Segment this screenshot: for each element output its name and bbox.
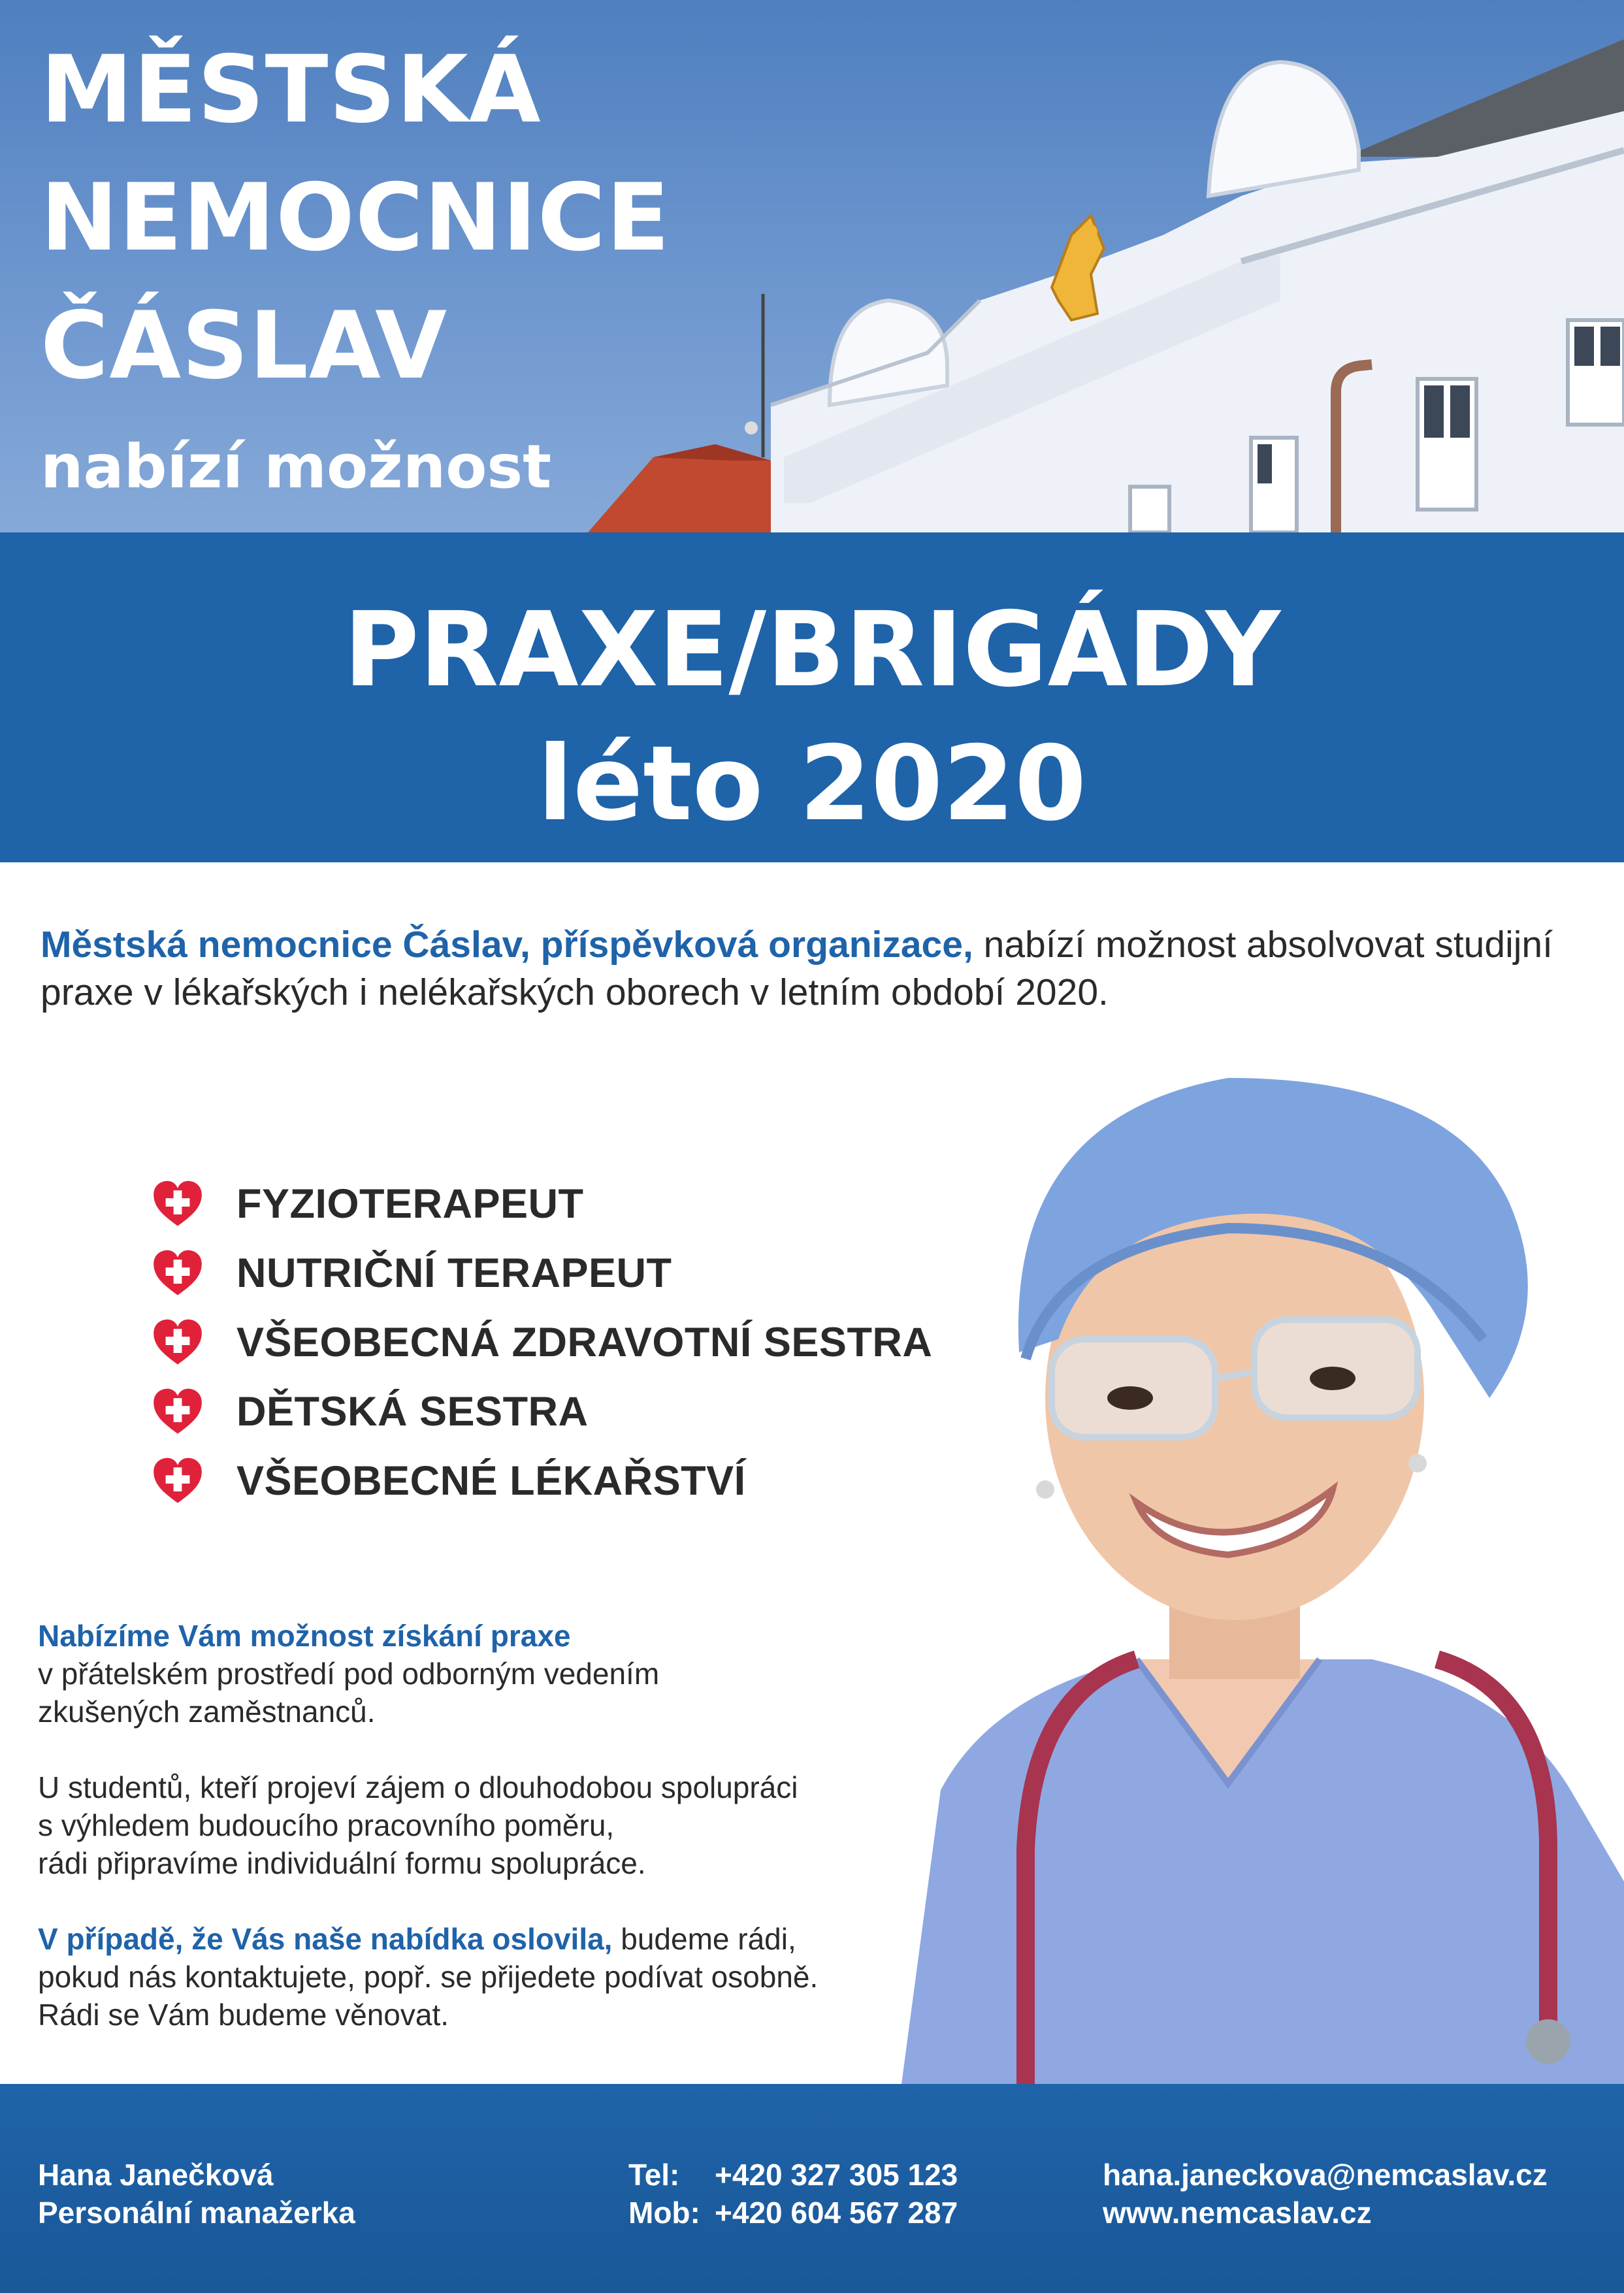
offer-line: U studentů, kteří projeví zájem o dlouhodobou spolupráci xyxy=(38,1770,798,1804)
contact-person xyxy=(38,2156,355,2232)
list-item xyxy=(152,1308,932,1377)
field-label: VŠEOBECNÁ ZDRAVOTNÍ SESTRA xyxy=(236,1320,933,1365)
heart-cross-icon xyxy=(152,1178,204,1230)
fields-list xyxy=(152,1169,932,1516)
offer-line: v přátelském prostředí pod odborným vedením xyxy=(38,1657,660,1691)
mob-number[interactable]: +420 604 567 287 xyxy=(715,2196,958,2230)
offer-highlight: Nabízíme Vám možnost získání praxe xyxy=(38,1619,571,1653)
mob-label: Mob: xyxy=(628,2196,700,2230)
offer-line: pokud nás kontaktujete, popř. se přijedete podívat osobně. xyxy=(38,1960,819,1994)
heart-cross-icon xyxy=(152,1247,204,1299)
intro-highlight: Městská nemocnice Čáslav, příspěvková organizace, xyxy=(41,924,973,966)
field-label: DĚTSKÁ SESTRA xyxy=(236,1389,589,1435)
website-link[interactable]: www.nemcaslav.cz xyxy=(1103,2196,1372,2230)
offer-paragraph-1 xyxy=(38,1617,966,1731)
contact-name: Hana Janečková xyxy=(38,2158,274,2192)
list-item xyxy=(152,1169,932,1239)
contact-role: Personální manažerka xyxy=(38,2196,355,2230)
offer-highlight: V případě, že Vás naše nabídka oslovila, xyxy=(38,1922,613,1956)
list-item xyxy=(152,1446,932,1516)
offer-line: zkušených zaměstnanců. xyxy=(38,1695,376,1729)
offer-line: Rádi se Vám budeme věnovat. xyxy=(38,1998,449,2032)
phone-row xyxy=(628,2156,958,2194)
list-item xyxy=(152,1377,932,1446)
header xyxy=(0,0,1624,532)
field-label: NUTRIČNÍ TERAPEUT xyxy=(236,1250,672,1296)
email-link[interactable]: hana.janeckova@nemcaslav.cz xyxy=(1103,2158,1548,2192)
list-item xyxy=(152,1239,932,1308)
headline-band xyxy=(0,532,1624,862)
mobile-row xyxy=(628,2194,958,2232)
heart-cross-icon xyxy=(152,1386,204,1438)
offer-line: rádi připravíme individuální formu spolupráce. xyxy=(38,1846,646,1880)
contact-footer xyxy=(0,2084,1624,2293)
headline-title: PRAXE/BRIGÁDY xyxy=(343,590,1281,710)
headline-subtitle: léto 2020 xyxy=(537,724,1087,844)
title-line-3: ČÁSLAV xyxy=(41,292,448,400)
header-subtitle: nabízí možnost xyxy=(41,432,552,502)
intro-text: nabízí možnost absolvovat studijní praxe v lékařských i nelékařských oborech v letním období 2020. xyxy=(41,924,1553,1013)
hospital-name-title xyxy=(41,26,670,410)
tel-number[interactable]: +420 327 305 123 xyxy=(715,2158,958,2192)
intro-paragraph xyxy=(41,921,1595,1016)
offer-text xyxy=(38,1617,966,2072)
title-line-1: MĚSTSKÁ xyxy=(41,36,542,144)
contact-online xyxy=(1103,2156,1548,2232)
offer-paragraph-2 xyxy=(38,1768,966,1882)
contact-phones xyxy=(628,2156,958,2232)
offer-line: s výhledem budoucího pracovního poměru, xyxy=(38,1808,615,1842)
title-line-2: NEMOCNICE xyxy=(41,164,670,272)
heart-cross-icon xyxy=(152,1316,204,1369)
nurse-photo xyxy=(862,1032,1624,2084)
heart-cross-icon xyxy=(152,1455,204,1507)
offer-line: budeme rádi, xyxy=(612,1922,796,1956)
offer-paragraph-3 xyxy=(38,1920,966,2034)
field-label: VŠEOBECNÉ LÉKAŘSTVÍ xyxy=(236,1458,746,1504)
tel-label: Tel: xyxy=(628,2158,680,2192)
field-label: FYZIOTERAPEUT xyxy=(236,1181,584,1227)
